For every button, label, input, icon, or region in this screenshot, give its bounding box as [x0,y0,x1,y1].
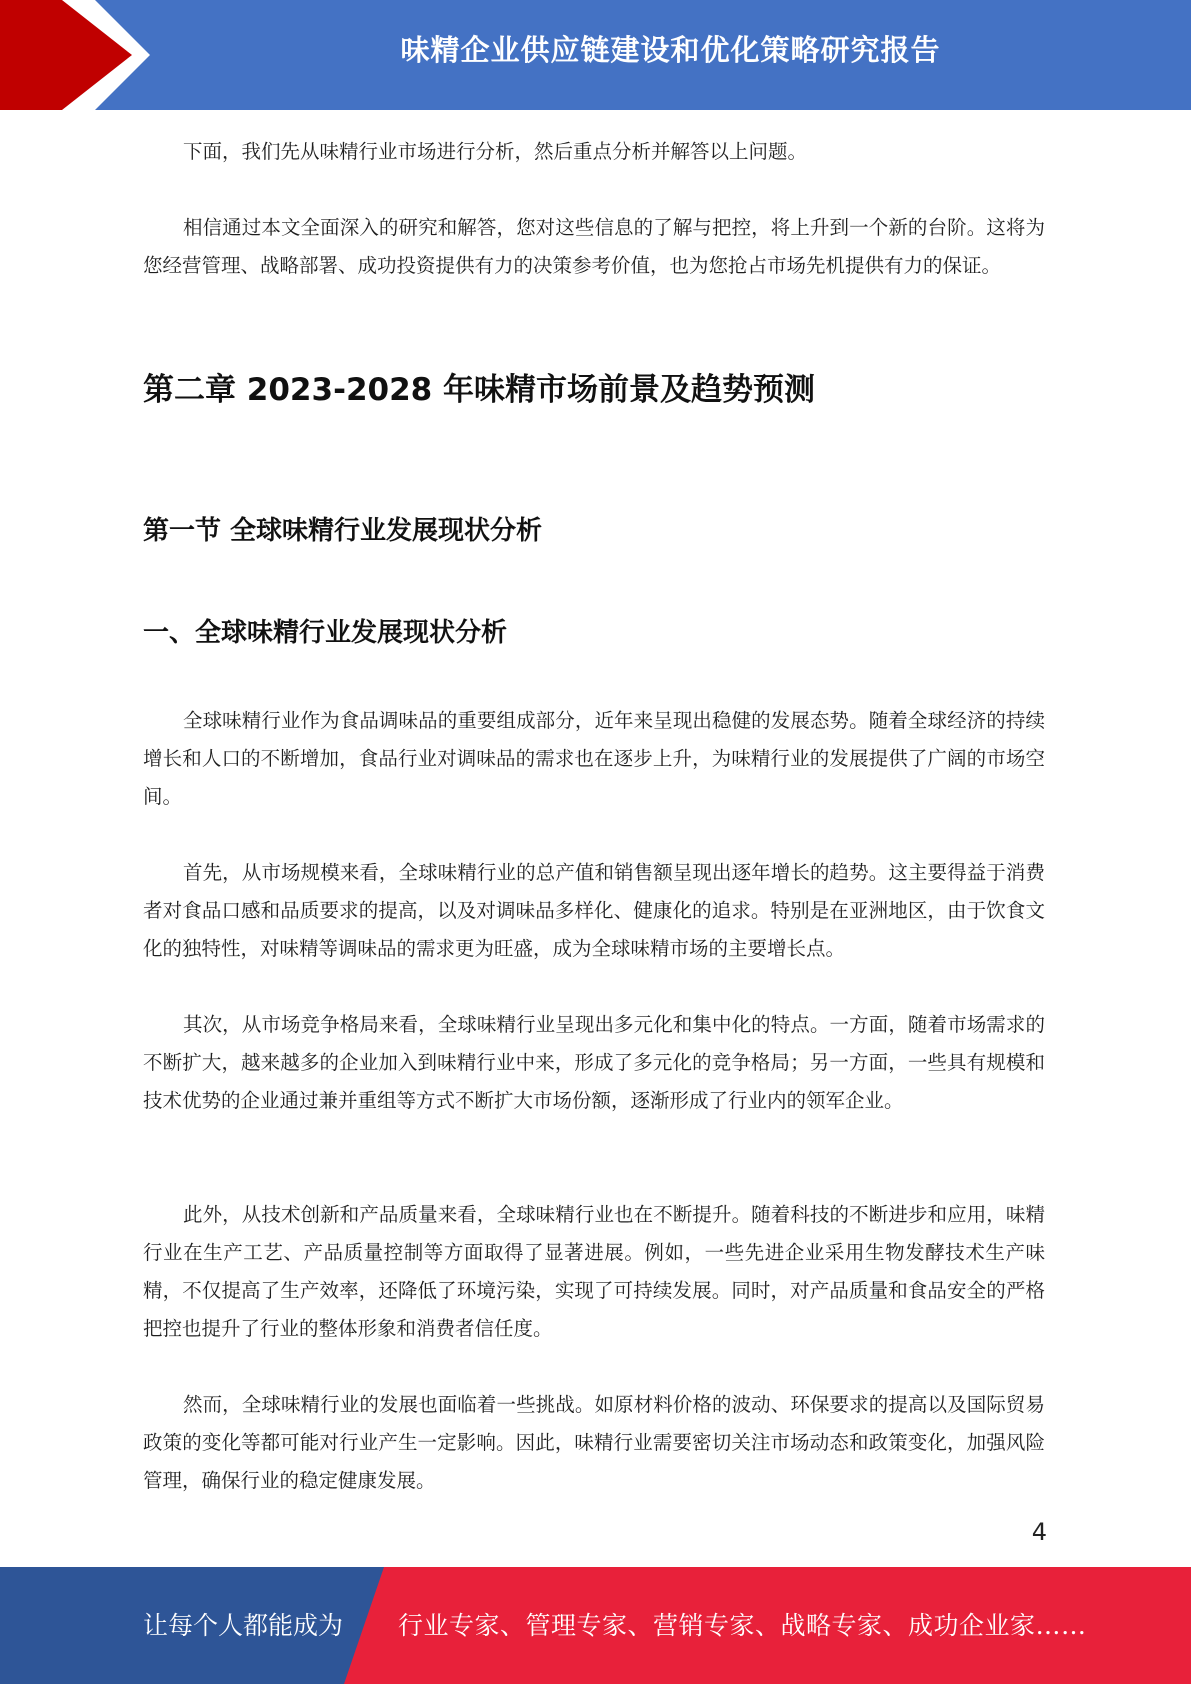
subsection-title: 一、全球味精行业发展现状分析 [143,618,508,648]
body-paragraph-3: 其次，从市场竞争格局来看，全球味精行业呈现出多元化和集中化的特点。一方面，随着市场需求的不断扩大，越来越多的企业加入到味精行业中来，形成了多元化的竞争格局；另一方面，一些具有规模和技术优势的企业通过兼并重组等方式不断扩大市场份额，逐渐形成了行业内的领军企业。 [143,1013,1045,1112]
chapter-title: 第二章 2023-2028 年味精市场前景及趋势预测 [143,372,816,408]
footer-banner [0,1567,1191,1684]
section-title: 第一节 全球味精行业发展现状分析 [143,516,543,546]
body-paragraph-5: 然而，全球味精行业的发展也面临着一些挑战。如原材料价格的波动、环保要求的提高以及国际贸易政策的变化等都可能对行业产生一定影响。因此，味精行业需要密切关注市场动态和政策变化，加强风险管理，确保行业的稳定健康发展。 [143,1393,1045,1492]
body-paragraph-4: 此外，从技术创新和产品质量来看，全球味精行业也在不断提升。随着科技的不断进步和应用，味精行业在生产工艺、产品质量控制等方面取得了显著进展。例如，一些先进企业采用生物发酵技术生产味精，不仅提高了生产效率，还降低了环境污染，实现了可持续发展。同时，对产品质量和食品安全的严格把控也提升了行业的整体形象和消费者信任度。 [143,1203,1045,1340]
footer-slogan-left: 让每个人都能成为 [143,1611,344,1640]
report-title: 味精企业供应链建设和优化策略研究报告 [400,33,941,67]
body-paragraph-2: 首先，从市场规模来看，全球味精行业的总产值和销售额呈现出逐年增长的趋势。这主要得益于消费者对食品口感和品质要求的提高，以及对调味品多样化、健康化的追求。特别是在亚洲地区，由于饮食文化的独特性，对味精等调味品的需求更为旺盛，成为全球味精市场的主要增长点。 [143,861,1045,960]
intro-paragraph-2: 相信通过本文全面深入的研究和解答，您对这些信息的了解与把控，将上升到一个新的台阶。这将为您经营管理、战略部署、成功投资提供有力的决策参考价值，也为您抢占市场先机提供有力的保证。 [143,216,1045,277]
body-paragraph-1: 全球味精行业作为食品调味品的重要组成部分，近年来呈现出稳健的发展态势。随着全球经济的持续增长和人口的不断增加，食品行业对调味品的需求也在逐步上升，为味精行业的发展提供了广阔的市场空间。 [143,709,1045,808]
footer-slogan-right: 行业专家、管理专家、营销专家、战略专家、成功企业家…… [398,1611,1087,1640]
chevron-red-shape [0,0,132,110]
page-number: 4 [1031,1518,1047,1546]
header-banner [0,0,1191,110]
intro-paragraph-1: 下面，我们先从味精行业市场进行分析，然后重点分析并解答以上问题。 [183,140,808,163]
header-chevron-decoration [0,0,160,110]
